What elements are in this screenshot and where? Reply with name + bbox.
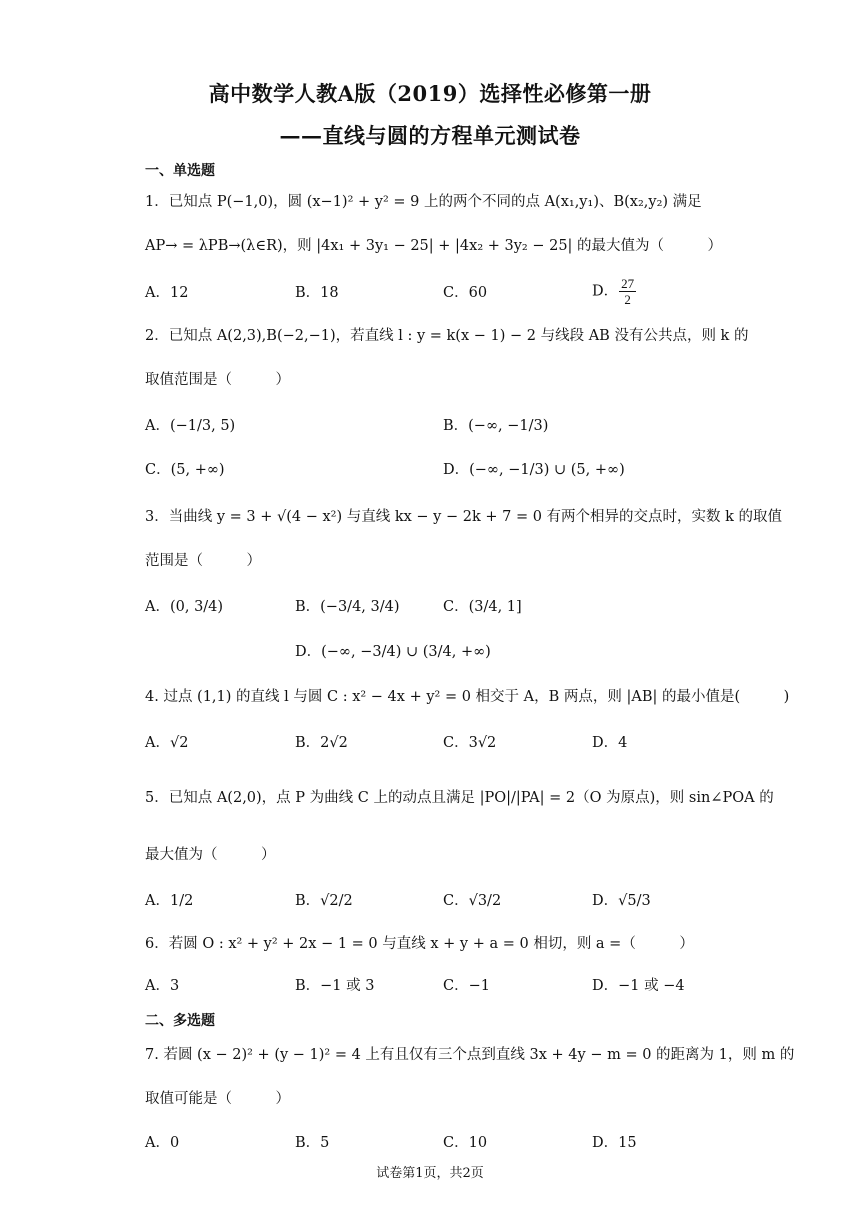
question-3-option-d: D．(−∞, −3/4) ∪ (3/4, +∞)	[295, 644, 491, 660]
question-3-option-a: A．(0, 3/4)	[145, 599, 224, 615]
question-1-option-c: C．60	[443, 285, 488, 301]
question-3-option-b: B．(−3/4, 3/4)	[295, 599, 400, 615]
question-3-option-c: C．(3/4, 1]	[443, 599, 522, 615]
question-4-option-d: D．4	[592, 735, 628, 751]
question-7-option-c: C．10	[443, 1135, 488, 1151]
question-1-option-a: A．12	[145, 285, 189, 301]
question-7-option-d: D．15	[592, 1135, 637, 1151]
question-7-stem-cont: 取值可能是（ ）	[145, 1091, 290, 1107]
question-6-option-a: A．3	[145, 978, 180, 994]
question-5-option-d: D．√5/3	[592, 893, 651, 909]
question-4-option-a: A．√2	[145, 735, 189, 751]
question-1-option-b: B．18	[295, 285, 339, 301]
question-6-option-b: B．−1 或 3	[295, 978, 375, 994]
question-4-option-b: B．2√2	[295, 735, 348, 751]
question-1-stem: 1．已知点 P(−1,0)，圆 (x−1)² + y² = 9 上的两个不同的点 A(x₁,y₁)、B(x₂,y₂) 满足	[145, 194, 702, 210]
question-5-stem-cont: 最大值为（ ）	[145, 847, 276, 863]
exam-title: 高中数学人教A版（2019）选择性必修第一册	[208, 81, 652, 106]
question-7-stem: 7. 若圆 (x − 2)² + (y − 1)² = 4 上有且仅有三个点到直线 3x + 4y − m = 0 的距离为 1，则 m 的	[145, 1047, 795, 1063]
section-single-choice: 一、单选题	[145, 163, 215, 179]
question-2-option-c: C．(5, +∞)	[145, 462, 225, 478]
page-footer: 试卷第1页，共2页	[376, 1166, 484, 1181]
question-3-stem: 3．当曲线 y = 3 + √(4 − x²) 与直线 kx − y − 2k + 7 = 0 有两个相异的交点时，实数 k 的取值	[145, 509, 783, 525]
question-5-option-a: A．1/2	[145, 893, 194, 909]
question-5-option-b: B．√2/2	[295, 893, 353, 909]
fraction: $\frac{27}{2}$	[621, 276, 635, 307]
question-2-stem-cont: 取值范围是（ ）	[145, 372, 290, 388]
question-1-stem-cont: AP→ = λPB→(λ∈R)，则 |4x₁ + 3y₁ − 25| + |4x₂ + 3y₂ − 25| 的最大值为（ ）	[145, 238, 723, 254]
question-2-option-a: A．(−1/3, 5)	[145, 418, 236, 434]
question-1-option-d: D． $\frac{27}{2}$	[592, 276, 635, 307]
section-multiple-choice: 二、多选题	[145, 1013, 215, 1029]
question-2-option-d: D．(−∞, −1/3) ∪ (5, +∞)	[443, 462, 625, 478]
exam-subtitle: ——直线与圆的方程单元测试卷	[279, 123, 581, 148]
question-2-stem: 2．已知点 A(2,3),B(−2,−1)，若直线 l : y = k(x − 1) − 2 与线段 AB 没有公共点，则 k 的	[145, 328, 749, 344]
question-6-stem: 6．若圆 O : x² + y² + 2x − 1 = 0 与直线 x + y + a = 0 相切，则 a =（ ）	[145, 936, 694, 952]
question-4-option-c: C．3√2	[443, 735, 497, 751]
question-7-option-a: A．0	[145, 1135, 180, 1151]
question-7-option-b: B．5	[295, 1135, 330, 1151]
question-3-stem-cont: 范围是（ ）	[145, 553, 261, 569]
question-5-stem: 5．已知点 A(2,0)，点 P 为曲线 C 上的动点且满足 |PO|/|PA| = 2（O 为原点)，则 sin∠POA 的	[145, 790, 774, 806]
question-2-option-b: B．(−∞, −1/3)	[443, 418, 549, 434]
question-6-option-d: D．−1 或 −4	[592, 978, 685, 994]
question-6-option-c: C．−1	[443, 978, 490, 994]
question-4-stem: 4. 过点 (1,1) 的直线 l 与圆 C : x² − 4x + y² = 0 相交于 A，B 两点，则 |AB| 的最小值是( )	[145, 689, 790, 705]
question-5-option-c: C．√3/2	[443, 893, 502, 909]
